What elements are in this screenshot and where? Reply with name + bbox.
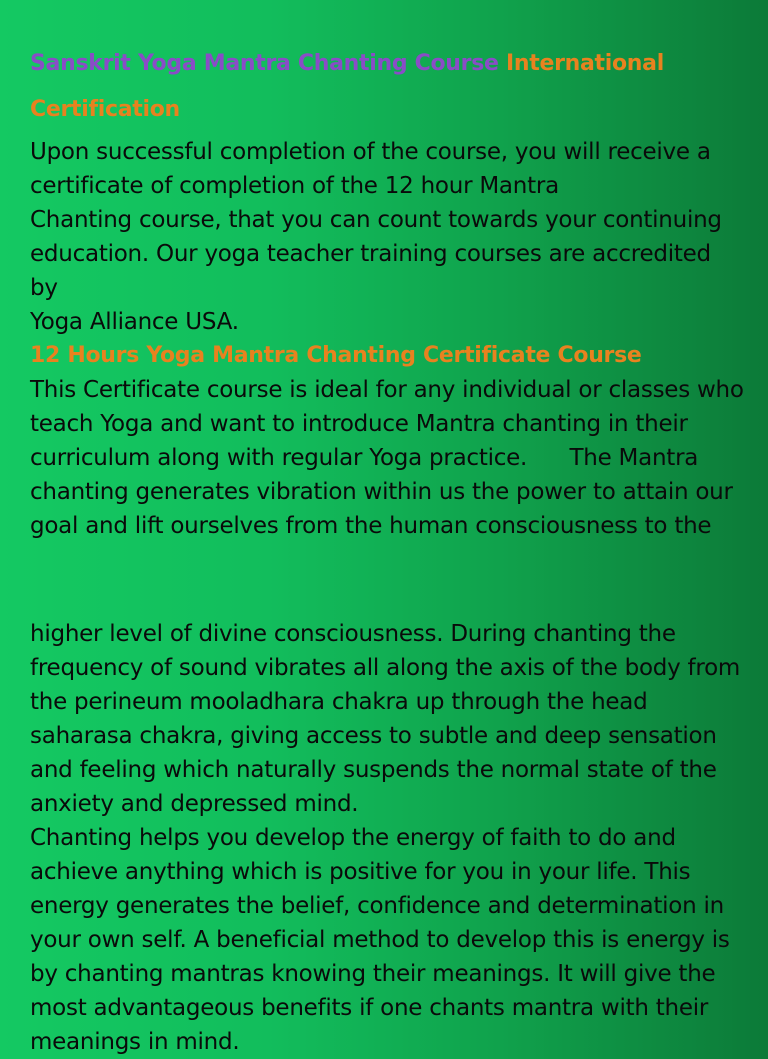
certification-paragraph <box>30 135 745 339</box>
chanting-benefits-paragraph <box>30 821 745 1059</box>
paragraph-line: saharasa chakra, giving access to subtle and deep sensation <box>30 723 717 749</box>
heading-international: International <box>505 51 664 76</box>
document-page <box>30 0 745 1059</box>
paragraph-line: chanting generates vibration within us the power to attain our <box>30 479 733 505</box>
paragraph-line: and feeling which naturally suspends the normal state of the <box>30 757 717 783</box>
page-break-gap <box>30 543 745 617</box>
paragraph-line: by chanting mantras knowing their meanings. It will give the <box>30 961 716 987</box>
course-paragraph-continued <box>30 617 745 821</box>
paragraph-line: achieve anything which is positive for you in your life. This <box>30 859 691 885</box>
paragraph-line: certificate of completion of the 12 hour Mantra <box>30 173 559 199</box>
paragraph-line: anxiety and depressed mind. <box>30 791 359 817</box>
paragraph-line: energy generates the belief, confidence and determination in <box>30 893 724 919</box>
paragraph-line: Chanting course, that you can count towards your continuing <box>30 207 722 233</box>
paragraph-line: This Certificate course is ideal for any individual or classes who <box>30 377 744 403</box>
paragraph-line: higher level of divine consciousness. During chanting the <box>30 621 676 647</box>
paragraph-line: your own self. A beneficial method to develop this is energy is <box>30 927 730 953</box>
paragraph-line: the perineum mooladhara chakra up through the head <box>30 689 648 715</box>
paragraph-line: curriculum along with regular Yoga practice. The Mantra <box>30 445 699 471</box>
paragraph-line: meanings in mind. <box>30 1029 240 1055</box>
heading-certification: Certification <box>30 97 180 122</box>
paragraph-line: Yoga Alliance USA. <box>30 309 239 335</box>
paragraph-line: frequency of sound vibrates all along the axis of the body from <box>30 655 741 681</box>
heading-course-name: Sanskrit Yoga Mantra Chanting Course <box>30 51 499 76</box>
paragraph-line: teach Yoga and want to introduce Mantra chanting in their <box>30 411 688 437</box>
paragraph-line: education. Our yoga teacher training courses are accredited by <box>30 241 711 301</box>
paragraph-line: Upon successful completion of the course, you will receive a <box>30 139 711 165</box>
section-heading-course: 12 Hours Yoga Mantra Chanting Certificate Course <box>30 343 642 368</box>
paragraph-line: Chanting helps you develop the energy of faith to do and <box>30 825 676 851</box>
paragraph-line: most advantageous benefits if one chants mantra with their <box>30 995 709 1021</box>
paragraph-line: goal and lift ourselves from the human consciousness to the <box>30 513 712 539</box>
section-heading-certification <box>30 41 745 87</box>
course-paragraph <box>30 373 745 543</box>
